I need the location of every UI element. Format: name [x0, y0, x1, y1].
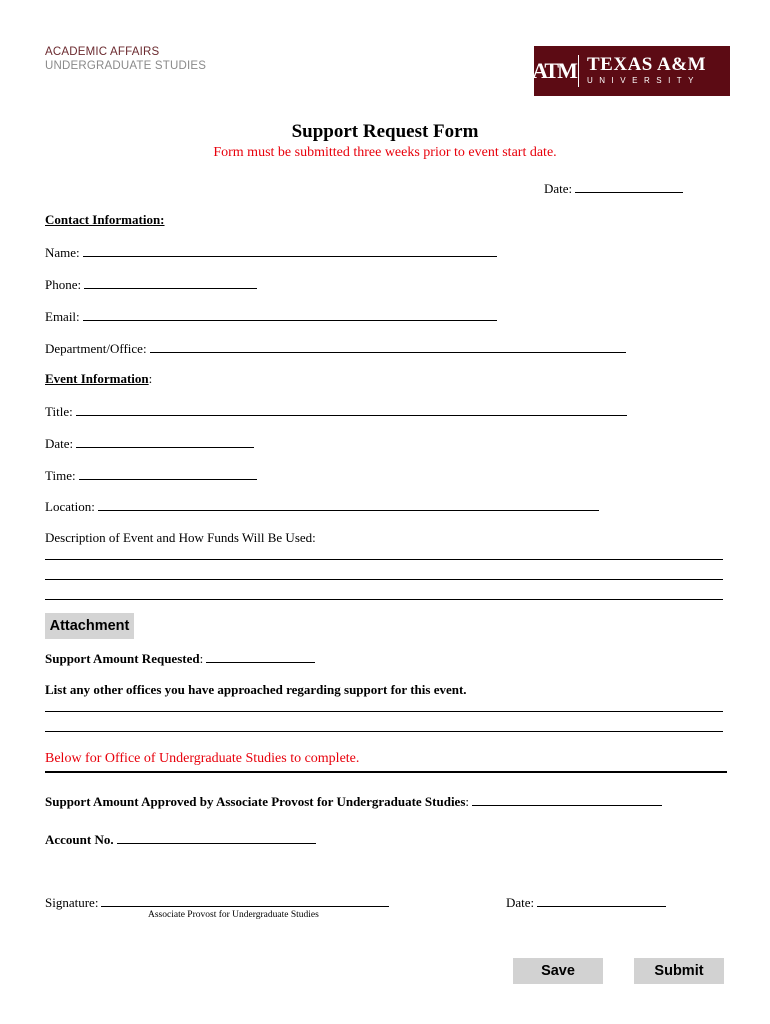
amount-requested-label: Support Amount Requested	[45, 651, 200, 666]
account-field[interactable]	[117, 831, 316, 844]
event-heading-row	[45, 371, 152, 387]
name-label: Name:	[45, 245, 80, 260]
department-label: Department/Office:	[45, 341, 147, 356]
time-label: Time:	[45, 468, 76, 483]
amount-approved-colon: :	[465, 794, 470, 809]
phone-field[interactable]	[84, 276, 257, 289]
other-offices-line-1[interactable]	[45, 711, 723, 712]
amount-approved-field[interactable]	[472, 793, 662, 806]
signature-row	[45, 894, 389, 911]
name-row	[45, 244, 497, 261]
header-academic-affairs: ACADEMIC AFFAIRS	[45, 46, 160, 58]
phone-row	[45, 276, 257, 293]
logo-name: TEXAS A&M	[587, 54, 707, 75]
event-heading: Event Information	[45, 371, 149, 386]
time-field[interactable]	[79, 467, 257, 480]
time-row	[45, 467, 257, 484]
submit-button[interactable]: Submit	[634, 958, 724, 984]
location-field[interactable]	[98, 498, 599, 511]
texas-am-logo	[534, 46, 730, 96]
department-row	[45, 340, 626, 357]
description-line-2[interactable]	[45, 579, 723, 580]
event-heading-colon: :	[148, 371, 153, 386]
logo-subtitle: UNIVERSITY	[587, 76, 701, 85]
header-undergraduate-studies: UNDERGRADUATE STUDIES	[45, 60, 207, 72]
title-row	[45, 403, 627, 420]
signature-caption: Associate Provost for Undergraduate Studies	[148, 910, 319, 920]
name-field[interactable]	[83, 244, 497, 257]
request-date-field[interactable]	[575, 180, 683, 193]
department-field[interactable]	[150, 340, 626, 353]
description-line-3[interactable]	[45, 599, 723, 600]
location-row	[45, 498, 599, 515]
form-subtitle: Form must be submitted three weeks prior to event start date.	[213, 145, 557, 160]
amount-requested-row	[45, 650, 315, 667]
amount-requested-field[interactable]	[206, 650, 315, 663]
event-date-field[interactable]	[76, 435, 254, 448]
logo-divider	[578, 55, 579, 87]
title-label: Title:	[45, 404, 73, 419]
event-date-label: Date:	[45, 436, 74, 451]
office-section-divider	[45, 771, 727, 773]
signature-date-label: Date:	[506, 895, 535, 910]
account-row	[45, 831, 316, 848]
signature-field[interactable]	[101, 894, 389, 907]
signature-date-field[interactable]	[537, 894, 666, 907]
other-offices-line-2[interactable]	[45, 731, 723, 732]
request-date-row	[544, 180, 683, 197]
account-label: Account No.	[45, 832, 114, 847]
amount-requested-colon: :	[199, 651, 204, 666]
signature-label: Signature:	[45, 895, 99, 910]
email-field[interactable]	[83, 308, 497, 321]
description-line-1[interactable]	[45, 559, 723, 560]
contact-heading: Contact Information:	[45, 212, 165, 227]
request-date-label: Date:	[544, 181, 573, 196]
amount-approved-row	[45, 793, 662, 810]
amount-approved-label: Support Amount Approved by Associate Provost for Undergraduate Studies	[45, 794, 466, 809]
phone-label: Phone:	[45, 277, 82, 292]
form-title: Support Request Form	[291, 121, 479, 142]
location-label: Location:	[45, 499, 95, 514]
title-field[interactable]	[76, 403, 627, 416]
attachment-button[interactable]: Attachment	[45, 613, 134, 639]
other-offices-label: List any other offices you have approached regarding support for this event.	[45, 682, 467, 697]
office-use-note: Below for Office of Undergraduate Studies to complete.	[45, 751, 360, 766]
email-row	[45, 308, 497, 325]
save-button[interactable]: Save	[513, 958, 603, 984]
signature-date-row	[506, 894, 666, 911]
atm-logo-icon: ATM	[532, 58, 576, 83]
description-label: Description of Event and How Funds Will Be Used:	[45, 530, 316, 545]
email-label: Email:	[45, 309, 80, 324]
event-date-row	[45, 435, 254, 452]
